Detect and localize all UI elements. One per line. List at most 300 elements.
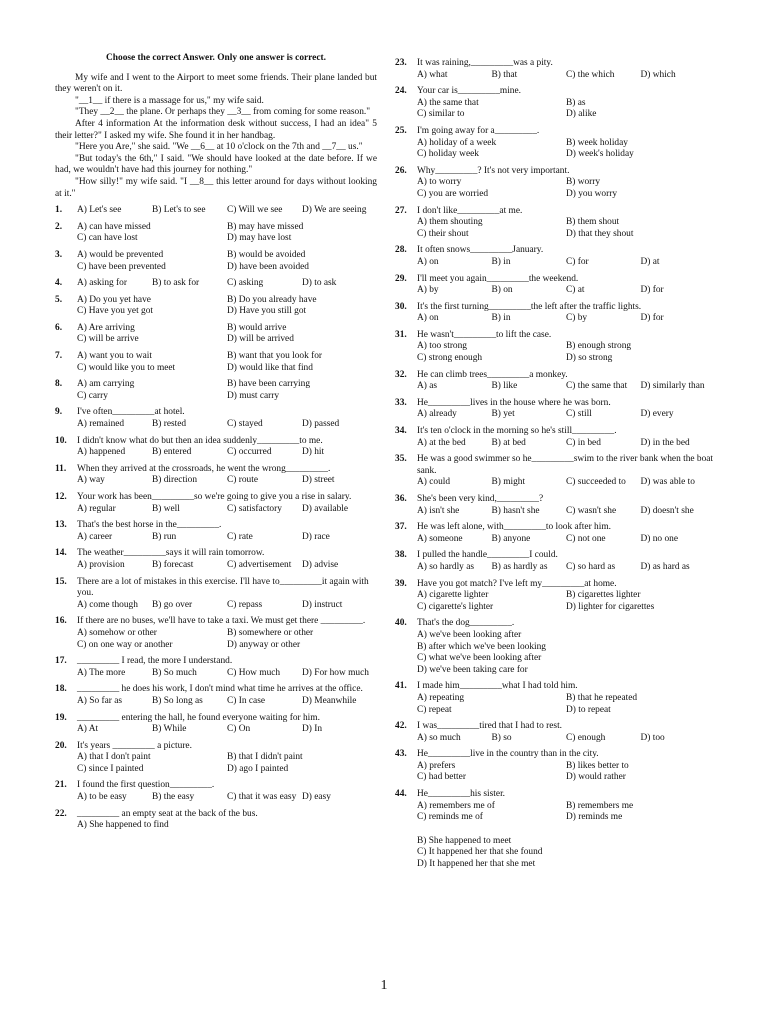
question-item xyxy=(395,274,715,297)
question-text: It was raining,_________was a pity. xyxy=(417,58,553,68)
question-text: _________ entering the hall, he found everyone waiting for him. xyxy=(77,712,320,723)
answer-options xyxy=(77,600,377,612)
answer-option[interactable]: D) race xyxy=(302,531,330,542)
question-number: 37. xyxy=(395,522,407,533)
question-body xyxy=(417,522,715,545)
answer-option[interactable]: D) Meanwhile xyxy=(302,695,357,706)
answer-option[interactable]: B) enough strong xyxy=(566,341,632,352)
question-item xyxy=(395,206,715,241)
answer-option[interactable]: C) Have you yet got xyxy=(77,306,154,317)
answer-option[interactable]: C) How much xyxy=(227,667,281,678)
answer-option[interactable]: B) would arrive xyxy=(227,322,287,333)
question-number: 21. xyxy=(55,780,67,791)
answer-option[interactable]: B) in xyxy=(491,256,511,267)
answer-option[interactable]: C) by xyxy=(566,313,588,324)
answer-option[interactable]: A) we've been looking after xyxy=(417,629,522,640)
answer-option[interactable]: D) at xyxy=(640,256,660,267)
question-number: 2. xyxy=(55,221,63,232)
answer-options xyxy=(77,752,377,775)
answer-option[interactable]: B) yet xyxy=(491,409,515,420)
answer-option[interactable]: B) entered xyxy=(152,447,192,458)
answer-option[interactable]: A) career xyxy=(77,531,113,542)
answer-option[interactable]: C) not one xyxy=(566,533,606,544)
answer-options xyxy=(77,532,377,544)
question-body xyxy=(417,579,715,614)
answer-option[interactable]: A) remembers me of xyxy=(417,800,495,811)
answer-option[interactable]: B) remembers me xyxy=(566,800,634,811)
answer-option[interactable]: C) so hard as xyxy=(566,561,616,572)
answer-options xyxy=(417,313,715,325)
answer-option[interactable]: B) likes better to xyxy=(566,760,629,771)
answer-option[interactable]: D) doesn't she xyxy=(640,505,694,516)
answer-option[interactable]: B) cigarettes lighter xyxy=(566,590,641,601)
answer-options xyxy=(77,447,377,459)
answer-option[interactable]: B) So much xyxy=(152,667,197,678)
question-body xyxy=(77,351,377,374)
answer-option[interactable]: A) too strong xyxy=(417,341,467,352)
question-item xyxy=(395,58,715,81)
question-body xyxy=(77,684,377,707)
answer-option[interactable]: D) passed xyxy=(302,419,340,430)
answer-option[interactable]: A) She happened to find xyxy=(77,820,169,831)
answer-option[interactable]: A) way xyxy=(77,475,105,486)
question-number: 23. xyxy=(395,58,407,68)
answer-option[interactable]: B) as hardly as xyxy=(491,561,548,572)
answer-option[interactable]: A) by xyxy=(417,285,439,296)
question-number: 44. xyxy=(395,789,407,800)
answer-option[interactable]: C) can have lost xyxy=(77,233,138,244)
answer-option[interactable]: C) their shout xyxy=(417,228,469,239)
answer-option[interactable]: D) easy xyxy=(302,792,331,803)
answer-option[interactable]: D) We are seeing xyxy=(302,205,367,216)
question-item xyxy=(55,250,377,273)
question-item xyxy=(395,86,715,121)
answer-option[interactable]: D) available xyxy=(302,503,349,514)
answer-option[interactable]: D) alike xyxy=(566,109,597,120)
answer-option[interactable]: A) can have missed xyxy=(77,221,151,232)
question-item xyxy=(395,721,715,744)
answer-option[interactable]: A) could xyxy=(417,477,451,488)
answer-option[interactable]: C) still xyxy=(566,409,592,420)
answer-option[interactable]: A) am carrying xyxy=(77,379,135,390)
question-body xyxy=(417,302,715,325)
answer-option[interactable]: A) At xyxy=(77,724,99,735)
question-body xyxy=(77,809,377,832)
question-item xyxy=(55,741,377,776)
answer-option[interactable]: A) what xyxy=(417,69,448,80)
question-body xyxy=(77,323,377,346)
question-number: 32. xyxy=(395,369,407,380)
answer-option[interactable]: A) the same that xyxy=(417,97,479,108)
answer-option[interactable]: A) someone xyxy=(417,533,463,544)
answer-option[interactable]: A) Let's see xyxy=(77,205,122,216)
question-text: It often snows_________January. xyxy=(417,245,544,256)
answer-option[interactable]: A) regular xyxy=(77,503,116,514)
passage-paragraph: "__1__ if there is a massage for us," my wife said. xyxy=(75,95,264,106)
answer-option[interactable]: B) would be avoided xyxy=(227,249,306,260)
answer-option[interactable]: C) at xyxy=(566,285,585,296)
answer-option[interactable]: B) so xyxy=(491,732,512,743)
question-number: 6. xyxy=(55,322,63,333)
question-text: Have you got match? I've left my_________at home. xyxy=(417,578,617,589)
question-number: 19. xyxy=(55,712,67,723)
answer-option[interactable]: D) For how much xyxy=(302,667,369,678)
question-body xyxy=(417,245,715,268)
question-body xyxy=(77,464,377,487)
answer-option[interactable]: A) already xyxy=(417,409,457,420)
answer-option[interactable]: B) So long as xyxy=(152,695,203,706)
answer-option[interactable]: D) may have lost xyxy=(227,233,292,244)
question-body xyxy=(77,250,377,273)
answer-option[interactable]: D) too xyxy=(640,732,665,743)
question-text: _________ I read, the more I understand. xyxy=(77,656,233,667)
question-item xyxy=(395,618,715,676)
answer-option[interactable]: C) the which xyxy=(566,69,615,80)
question-text: I'll meet you again_________the weekend. xyxy=(417,273,579,284)
answer-options xyxy=(77,205,377,217)
answer-option[interactable]: D) would like that find xyxy=(227,362,313,373)
answer-option[interactable]: D) reminds me xyxy=(566,812,623,823)
left-column xyxy=(55,53,377,832)
answer-option[interactable]: B) might xyxy=(491,477,526,488)
question-item xyxy=(55,548,377,571)
question-item xyxy=(395,789,715,824)
answer-option[interactable]: A) remained xyxy=(77,419,125,430)
answer-options xyxy=(77,295,377,318)
answer-options xyxy=(417,177,715,200)
question-item xyxy=(395,245,715,268)
answer-option[interactable]: D) Have you still got xyxy=(227,306,307,317)
answer-option[interactable]: D) ago I painted xyxy=(227,763,289,774)
answer-option[interactable]: B) the easy xyxy=(152,792,195,803)
question-number: 39. xyxy=(395,578,407,589)
answer-options xyxy=(417,217,715,240)
question-number: 3. xyxy=(55,249,63,260)
question-text: He wasn't_________to lift the case. xyxy=(417,329,552,340)
answer-option[interactable]: D) would rather xyxy=(566,772,626,783)
question-body xyxy=(417,274,715,297)
answer-option[interactable]: C) repeat xyxy=(417,704,452,715)
answer-option[interactable]: D) week's holiday xyxy=(566,149,634,160)
answer-option[interactable]: A) so much xyxy=(417,732,461,743)
answer-options xyxy=(77,278,377,290)
answer-options xyxy=(77,560,377,572)
question-number: 42. xyxy=(395,721,407,732)
question-item xyxy=(55,780,377,803)
answer-options xyxy=(77,351,377,374)
question-number: 15. xyxy=(55,576,67,587)
answer-option[interactable]: D) as hard as xyxy=(640,561,690,572)
answer-option[interactable]: D) advise xyxy=(302,559,339,570)
answer-option[interactable]: A) provision xyxy=(77,559,125,570)
question-list-left xyxy=(55,205,377,832)
question-body xyxy=(77,780,377,803)
answer-option[interactable]: C) On xyxy=(227,724,251,735)
question-text: There are a lot of mistakes in this exercise. I'll have to_________it again with you. xyxy=(77,576,369,599)
question-number: 8. xyxy=(55,379,63,390)
answer-option[interactable]: B) She happened to meet xyxy=(417,835,512,846)
answer-option[interactable]: C) satisfactory xyxy=(227,503,282,514)
question-text: _________ he does his work, I don't mind what time he arrives at the office. xyxy=(77,684,363,695)
question-item xyxy=(395,494,715,517)
answer-option[interactable]: D) that they shout xyxy=(566,228,634,239)
answer-option[interactable]: C) will be arrive xyxy=(77,334,139,345)
question-item xyxy=(395,166,715,201)
answer-option[interactable]: B) Let's to see xyxy=(152,205,206,216)
answer-option[interactable]: B) as xyxy=(566,97,586,108)
answer-option[interactable]: A) to be easy xyxy=(77,792,127,803)
answer-option[interactable]: B) week holiday xyxy=(566,137,628,148)
question-text: I found the first question_________. xyxy=(77,780,215,791)
answer-option[interactable]: A) So far as xyxy=(77,695,123,706)
passage-paragraph: After 4 information At the information desk without success, I had an idea" 5 their letter?" I asked my wife. She found it in her handbag. xyxy=(55,118,377,141)
answer-options xyxy=(417,438,715,450)
question-item xyxy=(55,464,377,487)
answer-options xyxy=(417,693,715,716)
answer-option[interactable]: A) Do you yet have xyxy=(77,294,151,305)
answer-option[interactable]: A) somehow or other xyxy=(77,627,157,638)
answer-option[interactable]: B) may have missed xyxy=(227,221,304,232)
answer-option[interactable]: C) reminds me of xyxy=(417,812,483,823)
answer-option[interactable]: A) as xyxy=(417,381,438,392)
answer-option[interactable]: B) to ask for xyxy=(152,278,200,289)
question-body xyxy=(77,656,377,679)
answer-option[interactable]: C) It happened her that she found xyxy=(417,847,543,858)
answer-options xyxy=(417,70,715,82)
answer-option[interactable]: D) you worry xyxy=(566,188,618,199)
answer-option[interactable]: C) what we've been looking after xyxy=(417,653,542,664)
answer-option[interactable]: A) at the bed xyxy=(417,437,466,448)
answer-options xyxy=(77,419,377,431)
answer-option[interactable]: A) on xyxy=(417,313,439,324)
answer-option[interactable]: A) want you to wait xyxy=(77,351,152,362)
answer-option[interactable]: B) forecast xyxy=(152,559,194,570)
answer-options xyxy=(417,341,715,364)
question-item xyxy=(395,749,715,784)
answer-options xyxy=(77,379,377,402)
question-number: 28. xyxy=(395,245,407,256)
answer-option[interactable]: B) that he repeated xyxy=(566,692,638,703)
answer-option[interactable]: B) have been carrying xyxy=(227,379,311,390)
answer-option[interactable]: B) well xyxy=(152,503,180,514)
answer-option[interactable]: C) carry xyxy=(77,390,108,401)
answer-option[interactable]: D) anyway or other xyxy=(227,639,301,650)
question-text: _________ an empty seat at the back of the bus. xyxy=(77,808,258,819)
question-body xyxy=(417,454,715,489)
question-text: She's been very kind,_________? xyxy=(417,494,544,504)
answer-option[interactable]: B) anyone xyxy=(491,533,531,544)
answer-option[interactable]: C) in bed xyxy=(566,437,601,448)
question-item xyxy=(55,656,377,679)
answer-option[interactable]: C) wasn't she xyxy=(566,505,617,516)
question-number: 18. xyxy=(55,684,67,695)
answer-options xyxy=(417,590,715,613)
question-item xyxy=(55,278,377,290)
answer-option[interactable]: D) every xyxy=(640,409,674,420)
answer-option[interactable]: B) want that you look for xyxy=(227,351,323,362)
answer-option[interactable]: C) holiday week xyxy=(417,149,479,160)
question-body xyxy=(417,494,715,517)
answer-option[interactable]: B) in xyxy=(491,313,511,324)
question-item xyxy=(395,681,715,716)
question-number: 29. xyxy=(395,273,407,284)
answer-option[interactable]: C) route xyxy=(227,475,258,486)
question-number: 14. xyxy=(55,548,67,559)
answer-option[interactable]: D) for xyxy=(640,313,664,324)
answer-option[interactable]: D) for xyxy=(640,285,664,296)
answer-option[interactable]: C) would like you to meet xyxy=(77,362,176,373)
answer-option[interactable]: A) so hardly as xyxy=(417,561,475,572)
answer-option[interactable]: C) strong enough xyxy=(417,353,483,364)
answer-options xyxy=(77,820,377,832)
answer-option[interactable]: C) occurred xyxy=(227,447,272,458)
answer-option[interactable]: A) come though xyxy=(77,599,138,610)
question-number: 38. xyxy=(395,550,407,561)
answer-option[interactable]: C) rate xyxy=(227,531,253,542)
question-number: 12. xyxy=(55,492,67,502)
answer-option[interactable]: A) isn't she xyxy=(417,505,460,516)
answer-option[interactable]: B) on xyxy=(491,285,513,296)
question-body xyxy=(417,681,715,716)
question-text: I didn't know what do but then an idea suddenly_________to me. xyxy=(77,435,323,446)
answer-option[interactable]: A) to worry xyxy=(417,177,462,188)
answer-option[interactable]: D) which xyxy=(640,69,676,80)
question-text: Why_________? It's not very important. xyxy=(417,165,570,176)
answer-option[interactable]: A) The more xyxy=(77,667,126,678)
question-item xyxy=(55,684,377,707)
answer-option[interactable]: A) happened xyxy=(77,447,126,458)
answer-options xyxy=(417,801,715,824)
question-number: 31. xyxy=(395,329,407,340)
answer-option[interactable]: A) cigarette lighter xyxy=(417,590,489,601)
question-body xyxy=(77,222,377,245)
answer-option[interactable]: C) repass xyxy=(227,599,263,610)
question-item xyxy=(55,351,377,374)
answer-option[interactable]: B) that I didn't paint xyxy=(227,752,303,763)
answer-option[interactable]: C) have been prevented xyxy=(77,261,166,272)
question-number: 41. xyxy=(395,681,407,692)
question-body xyxy=(77,713,377,736)
answer-options xyxy=(417,506,715,518)
answer-option[interactable]: B) somewhere or other xyxy=(227,627,314,638)
answer-option[interactable]: D) no one xyxy=(640,533,678,544)
answer-option[interactable]: D) was able to xyxy=(640,477,695,488)
answer-option[interactable]: C) In case xyxy=(227,695,266,706)
answer-option[interactable]: A) on xyxy=(417,256,439,267)
question-body xyxy=(77,741,377,776)
answer-option[interactable]: D) will be arrived xyxy=(227,334,294,345)
answer-option[interactable]: A) holiday of a week xyxy=(417,137,497,148)
answer-option[interactable]: B) them shout xyxy=(566,217,620,228)
answer-option[interactable]: A) asking for xyxy=(77,278,127,289)
question-body xyxy=(417,398,715,421)
answer-option[interactable]: C) had better xyxy=(417,772,466,783)
answer-option[interactable]: C) cigarette's lighter xyxy=(417,601,494,612)
answer-options xyxy=(417,138,715,161)
question-body xyxy=(417,426,715,449)
answer-option[interactable]: D) lighter for cigarettes xyxy=(566,601,655,612)
answer-option[interactable]: C) enough xyxy=(566,732,606,743)
answer-option[interactable]: A) them shouting xyxy=(417,217,483,228)
answer-option[interactable]: B) hasn't she xyxy=(491,505,540,516)
question-item xyxy=(55,379,377,402)
answer-options xyxy=(417,534,715,546)
answer-option[interactable]: D) we've been taking care for xyxy=(417,664,528,675)
right-column xyxy=(395,53,715,871)
answer-option[interactable]: B) While xyxy=(152,724,187,735)
question-text: That's the best horse in the_________. xyxy=(77,520,222,531)
answer-option[interactable]: C) stayed xyxy=(227,419,263,430)
question-number: 25. xyxy=(395,125,407,136)
answer-option[interactable]: D) street xyxy=(302,475,335,486)
answer-option[interactable]: C) asking xyxy=(227,278,264,289)
answer-option[interactable]: D) have been avoided xyxy=(227,261,309,272)
answer-option[interactable]: D) In xyxy=(302,724,323,735)
answer-option[interactable]: C) the same that xyxy=(566,381,628,392)
question-number: 36. xyxy=(395,494,407,504)
answer-option[interactable]: D) to repeat xyxy=(566,704,611,715)
answer-option[interactable]: C) you are worried xyxy=(417,188,489,199)
question-body xyxy=(77,548,377,571)
answer-option[interactable]: A) prefers xyxy=(417,760,456,771)
question-item xyxy=(395,302,715,325)
question-text: It's years _________ a picture. xyxy=(77,740,192,751)
answer-option[interactable]: C) on one way or another xyxy=(77,639,173,650)
question-body xyxy=(417,86,715,121)
question-number: 40. xyxy=(395,618,407,629)
question-item xyxy=(395,398,715,421)
answer-option[interactable]: D) must carry xyxy=(227,390,280,401)
question-item xyxy=(55,713,377,736)
answer-option[interactable]: D) to ask xyxy=(302,278,337,289)
answer-option[interactable]: D) in the bed xyxy=(640,437,690,448)
question-body xyxy=(77,295,377,318)
answer-option[interactable]: D) so strong xyxy=(566,353,613,364)
answer-option[interactable]: C) since I painted xyxy=(77,763,144,774)
answer-option[interactable]: D) hit xyxy=(302,447,325,458)
answer-option[interactable]: B) that xyxy=(491,69,518,80)
answer-option[interactable]: B) rested xyxy=(152,419,187,430)
question-text: Your work has been_________so we're going to give you a rise in salary. xyxy=(77,492,352,502)
answer-option[interactable]: B) direction xyxy=(152,475,198,486)
answer-option[interactable]: B) run xyxy=(152,531,177,542)
answer-option[interactable]: B) after which we've been looking xyxy=(417,641,546,652)
answer-option[interactable]: C) for xyxy=(566,256,589,267)
answer-option[interactable]: C) similar to xyxy=(417,109,465,120)
answer-option[interactable]: B) at bed xyxy=(491,437,526,448)
answer-option[interactable]: B) go over xyxy=(152,599,193,610)
answer-option[interactable]: C) that it was easy xyxy=(227,792,297,803)
question-body xyxy=(417,618,715,676)
answer-option[interactable]: A) that I don't paint xyxy=(77,752,151,763)
answer-option[interactable]: B) worry xyxy=(566,177,601,188)
answer-option[interactable]: D) instruct xyxy=(302,599,343,610)
answer-option[interactable]: B) Do you already have xyxy=(227,294,317,305)
answer-option[interactable]: C) Will we see xyxy=(227,205,283,216)
answer-option[interactable]: C) advertisement xyxy=(227,559,292,570)
answer-option[interactable]: C) succeeded to xyxy=(566,477,626,488)
answer-option[interactable]: D) It happened her that she met xyxy=(417,859,536,870)
question-body xyxy=(417,789,715,824)
answer-option[interactable]: A) Are arriving xyxy=(77,322,135,333)
answer-options xyxy=(77,475,377,487)
answer-option[interactable]: A) would be prevented xyxy=(77,249,164,260)
answer-options xyxy=(77,222,377,245)
passage-paragraph: "How silly!" my wife said. "I __8__ this letter around for days without looking at it." xyxy=(55,176,377,199)
answer-option[interactable]: D) similarly than xyxy=(640,381,705,392)
answer-option[interactable]: B) like xyxy=(491,381,518,392)
answer-option[interactable]: A) repeating xyxy=(417,692,465,703)
